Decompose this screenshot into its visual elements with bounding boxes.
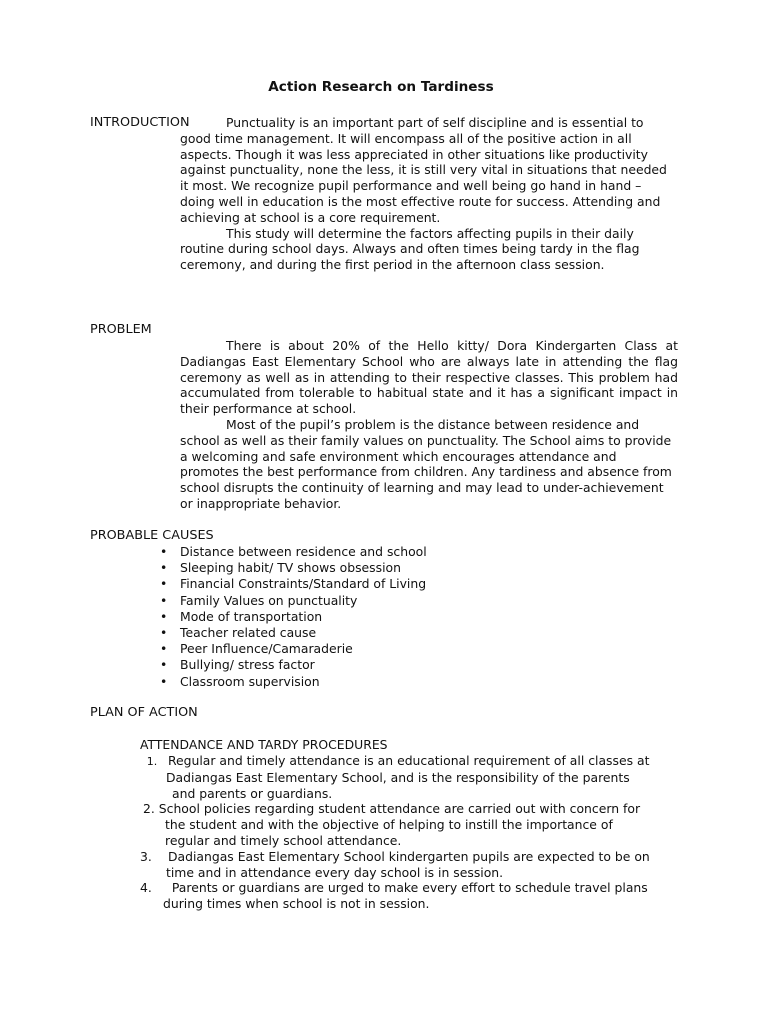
procedure-number: 3. bbox=[140, 849, 152, 864]
list-item bbox=[158, 576, 427, 592]
list-item-text: Mode of transportation bbox=[180, 608, 323, 624]
introduction-body bbox=[180, 115, 678, 273]
procedure-item-3-line-1 bbox=[140, 849, 650, 865]
list-item-text: Financial Constraints/Standard of Living bbox=[180, 576, 427, 592]
bullet-icon: • bbox=[160, 657, 168, 673]
procedure-line: School policies regarding student attendance are carried out with concern for bbox=[158, 801, 641, 816]
procedure-number: 1. bbox=[146, 755, 158, 768]
list-item-text: Sleeping habit/ TV shows obsession bbox=[180, 560, 401, 576]
procedure-item-4 bbox=[140, 880, 648, 912]
list-item-text: Peer Influence/Camaraderie bbox=[180, 641, 353, 657]
list-item bbox=[158, 674, 427, 690]
list-item-text: Distance between residence and school bbox=[180, 544, 427, 559]
problem-heading: PROBLEM bbox=[90, 322, 152, 337]
list-item bbox=[158, 560, 427, 576]
problem-paragraph-1-text: There is about 20% of the Hello kitty/ Dora Kindergarten Class at Dadiangas East Elementary School who are always late in attending the flag ceremony as well as in attending to their respective classes. This problem had accumulated from tolerable to habitual state and it has a significant impact in their performance at school. bbox=[180, 338, 678, 417]
bullet-icon: • bbox=[160, 641, 168, 657]
procedure-number: 2. bbox=[143, 801, 155, 816]
procedure-item-1 bbox=[140, 753, 649, 801]
problem-paragraph-2-text: Most of the pupil’s problem is the distance between residence and school as well as their family values on punctuality. The School aims to provide a welcoming and safe environment which encourages attendance and promotes the best performance from children. Any tardiness and absence from school disrupts the continuity of learning and may lead to under-achievement or inappropriate behavior. bbox=[180, 416, 672, 511]
bullet-icon: • bbox=[160, 673, 168, 689]
probable-causes-heading: PROBABLE CAUSES bbox=[90, 528, 214, 543]
introduction-heading: INTRODUCTION bbox=[90, 115, 190, 130]
procedure-line: Parents or guardians are urged to make every effort to schedule travel plans bbox=[171, 880, 648, 895]
list-item bbox=[158, 544, 427, 560]
list-item bbox=[158, 609, 427, 625]
introduction-paragraph-2-text: This study will determine the factors affecting pupils in their daily routine during school days. Always and often times being tardy in the flag ceremony, and during the first period in the afternoon class session. bbox=[180, 225, 640, 273]
procedure-item-2 bbox=[143, 801, 640, 848]
procedure-line: and parents or guardians. bbox=[172, 785, 333, 801]
procedure-item-3 bbox=[140, 849, 650, 881]
list-item bbox=[158, 625, 427, 641]
problem-body bbox=[180, 338, 678, 512]
bullet-icon: • bbox=[160, 576, 168, 592]
procedure-line: during times when school is not in session. bbox=[163, 895, 430, 911]
bullet-icon: • bbox=[160, 544, 168, 559]
problem-paragraph-1 bbox=[180, 338, 678, 417]
bullet-icon: • bbox=[160, 624, 168, 640]
list-item-text: Bullying/ stress factor bbox=[180, 657, 315, 673]
procedure-line: Dadiangas East Elementary School kindergarten pupils are expected to be on bbox=[167, 849, 650, 864]
problem-paragraph-2 bbox=[180, 417, 678, 512]
introduction-paragraph-1-text: Punctuality is an important part of self discipline and is essential to good time management. It will encompass all of the positive action in all aspects. Though it was less appreciated in other situations like productivity against punctuality, none the less, it is still very vital in situations that needed it most. We recognize pupil performance and well being go hand in hand – doing well in education is the most effective route for success. Attending and achieving at school is a core requirement. bbox=[180, 115, 667, 225]
procedure-line: time and in attendance every day school is in session. bbox=[166, 864, 504, 880]
introduction-paragraph-1 bbox=[180, 115, 678, 226]
procedure-line: the student and with the objective of helping to instill the importance of bbox=[165, 816, 613, 832]
attendance-procedures-subheading: ATTENDANCE AND TARDY PROCEDURES bbox=[140, 737, 388, 752]
bullet-icon: • bbox=[160, 592, 168, 608]
procedure-line: Dadiangas East Elementary School, and is the responsibility of the parents bbox=[166, 769, 630, 785]
procedure-item-1-line-1 bbox=[140, 753, 649, 770]
list-item-text: Teacher related cause bbox=[180, 624, 317, 640]
list-item-text: Classroom supervision bbox=[180, 673, 320, 689]
document-title: Action Research on Tardiness bbox=[268, 79, 494, 95]
procedure-line: Regular and timely attendance is an educational requirement of all classes at bbox=[167, 753, 650, 768]
introduction-paragraph-2 bbox=[180, 226, 678, 273]
bullet-icon: • bbox=[160, 608, 168, 624]
probable-causes-list bbox=[158, 544, 427, 690]
list-item bbox=[158, 641, 427, 657]
procedure-number: 4. bbox=[140, 880, 152, 895]
plan-of-action-heading: PLAN OF ACTION bbox=[90, 705, 198, 720]
bullet-icon: • bbox=[160, 560, 168, 576]
procedure-item-4-line-1 bbox=[140, 880, 648, 896]
list-item bbox=[158, 657, 427, 673]
procedure-item-2-line-1 bbox=[143, 801, 640, 817]
list-item bbox=[158, 593, 427, 609]
procedure-line: regular and timely school attendance. bbox=[165, 832, 402, 848]
list-item-text: Family Values on punctuality bbox=[180, 592, 358, 608]
